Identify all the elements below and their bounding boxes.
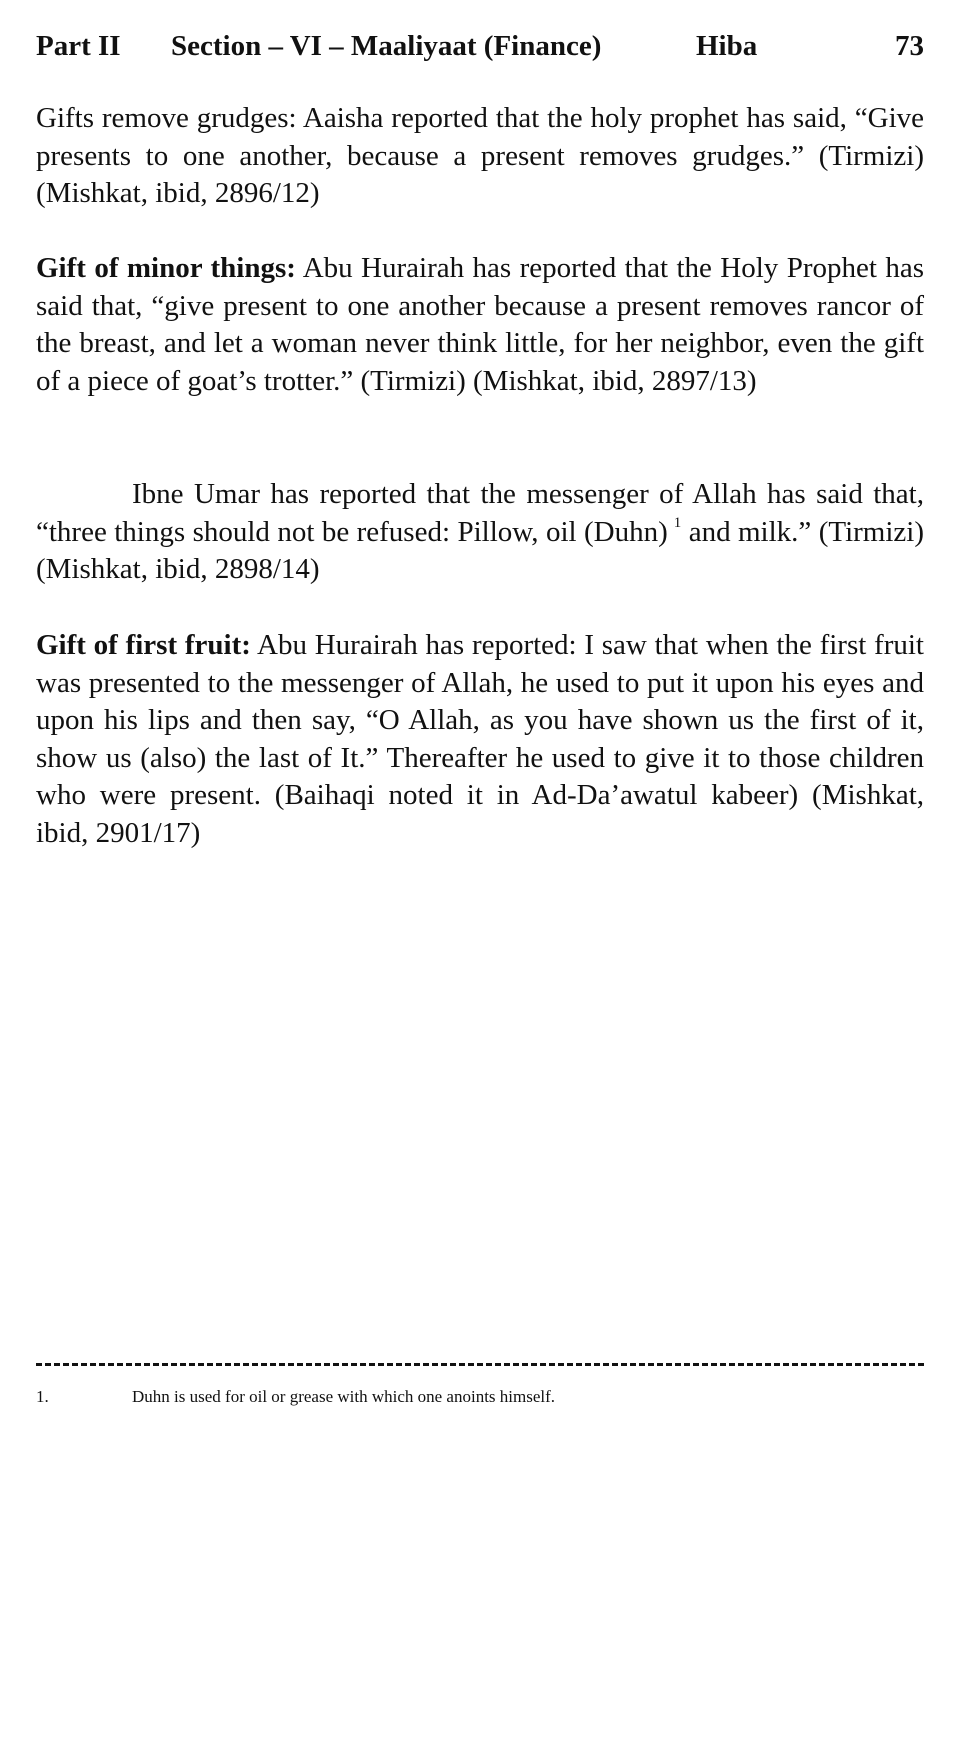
header-part: Part II — [36, 30, 121, 62]
footnote-text: Duhn is used for oil or grease with which one anoints himself. — [132, 1387, 556, 1406]
paragraph-lead-heading: Gift of first fruit: — [36, 629, 251, 661]
paragraph-text-before-ref: Ibne Umar has reported that the messenger of Allah has said that, “three things should not be refused: Pillow, oil (Duhn) — [36, 478, 924, 548]
paragraph-gift-of-minor-things — [36, 250, 924, 400]
paragraph-ibne-umar — [36, 476, 924, 589]
paragraph-gifts-remove-grudges — [36, 100, 924, 213]
paragraph-gift-of-first-fruit — [36, 627, 924, 852]
footnote-number: 1. — [36, 1387, 49, 1406]
running-header — [36, 26, 924, 66]
page-number: 73 — [895, 30, 924, 62]
header-topic: Hiba — [696, 30, 758, 62]
header-section: Section – VI – Maaliyaat (Finance) — [171, 30, 602, 62]
paragraph-text-after-ref: and milk.” (Tirmizi) (Mishkat, ibid, 2898/14) — [36, 515, 924, 585]
paragraph-text: Gifts remove grudges: Aaisha reported that the holy prophet has said, “Give presents to one another, because a present removes grudges.” (Tirmizi) (Mishkat, ibid, 2896/12) — [36, 102, 924, 209]
footnote-divider — [36, 1363, 924, 1366]
paragraph-text: Abu Hurairah has reported: I saw that when the first fruit was presented to the messenger of Allah, he used to put it upon his eyes and upon his lips and then say, “O Allah, as you have shown us the first of it, show us (also) the last of It.” Thereafter he used to give it to those children who were present. (Baihaqi noted it in Ad-Da’awatul kabeer) (Mishkat, ibid, 2901/17) — [36, 629, 924, 849]
paragraph-text: Abu Hurairah has reported that the Holy Prophet has said that, “give present to one another because a present removes rancor of the breast, and let a woman never think little, for her neighbor, even the gift of a piece of goat’s trotter.” (Tirmizi) (Mishkat, ibid, 2897/13) — [36, 252, 924, 397]
paragraph-lead-heading: Gift of minor things: — [36, 252, 296, 284]
document-page — [36, 0, 924, 1759]
footnote-reference[interactable]: 1 — [673, 514, 682, 531]
